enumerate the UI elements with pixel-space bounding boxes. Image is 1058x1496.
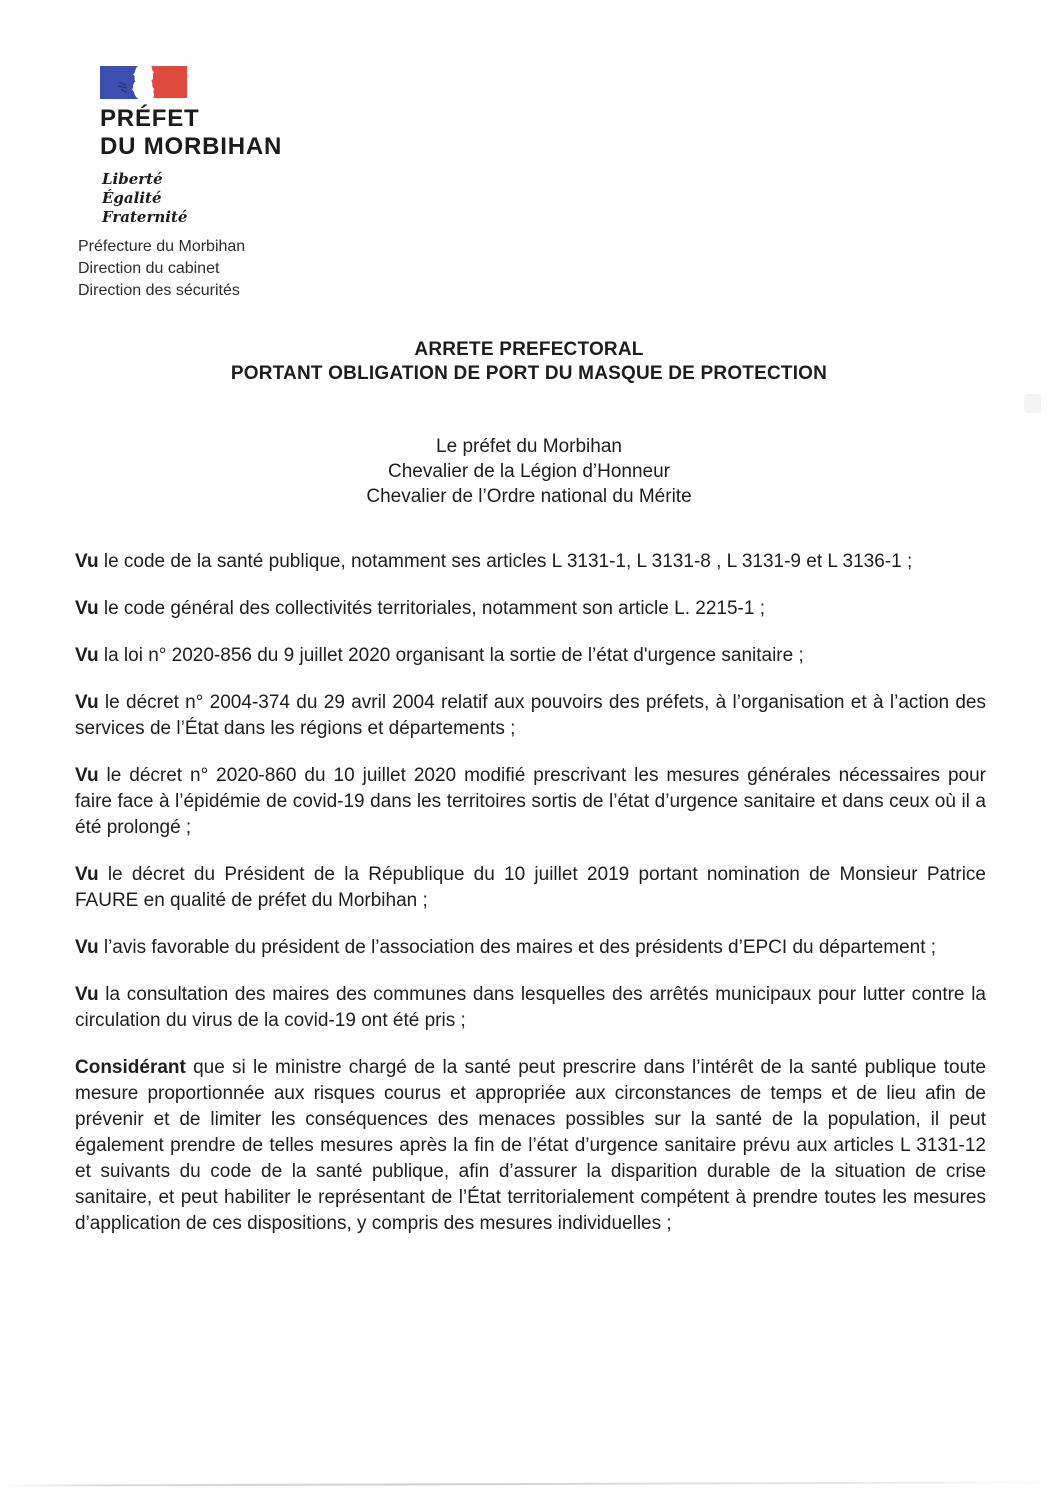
paragraph-text: la consultation des maires des communes dans lesquelles des arrêtés municipaux pour lutter contre la circulation du virus de la covid-19 ont été pris ; [75,984,986,1031]
decree-paragraph-vu-1 [75,549,986,575]
issuer-line1: Le préfet du Morbihan [436,436,622,457]
decree-paragraph-vu-6 [75,862,986,914]
brand-line1: PRÉFET [100,105,200,132]
paragraph-text: le code général des collectivités territoriales, notamment son article L. 2215-1 ; [98,598,765,619]
prefecture-brand [100,105,282,161]
paragraph-lead: Vu [75,864,99,885]
paragraph-text: le code de la santé publique, notamment ses articles L 3131-1, L 3131-8 , L 3131-9 et L 3136-1 ; [98,551,913,572]
decree-paragraph-vu-8 [75,982,986,1034]
paragraph-lead: Vu [75,551,99,572]
paragraph-text: le décret n° 2004-374 du 29 avril 2004 relatif aux pouvoirs des préfets, à l’organisation et à l’action des services de l’État dans les régions et départements ; [75,692,986,739]
issuing-service-block [78,236,245,302]
paragraph-lead: Vu [75,598,99,619]
scan-edge-artifact [0,1481,1058,1486]
title-line2: PORTANT OBLIGATION DE PORT DU MASQUE DE PROTECTION [230,363,828,384]
paragraph-lead: Considérant [75,1057,186,1078]
republique-francaise-marianne-logo [100,66,188,99]
decree-paragraph-vu-7 [75,935,986,961]
paragraph-text: la loi n° 2020-856 du 9 juillet 2020 organisant la sortie de l’état d'urgence sanitaire ; [98,645,804,666]
issuer-designation [0,434,1058,509]
decree-paragraph-vu-2 [75,596,986,622]
motto-egalite: Égalité [102,189,162,207]
issuer-line3: Chevalier de l’Ordre national du Mérite [366,486,692,507]
service-line-securites: Direction des sécurités [78,282,240,299]
service-line-prefecture: Préfecture du Morbihan [78,238,246,255]
motto-fraternite: Fraternité [102,208,188,226]
paragraph-lead: Vu [75,692,99,713]
decree-paragraph-vu-4 [75,690,986,742]
paragraph-text: le décret n° 2020-860 du 10 juillet 2020 modifié prescrivant les mesures générales nécessaires pour faire face à l’épidémie de covid-19 dans les territoires sortis de l’état d’urgence sanitaire et dans ceux où il a été prolongé ; [75,765,986,838]
letterhead [100,66,282,227]
paragraph-text: que si le ministre chargé de la santé peut prescrire dans l’intérêt de la santé publique toute mesure proportionnée aux risques courus et appropriée aux circonstances de temps et de lieu afin de prévenir et de limiter les conséquences des menaces possibles sur la santé de la population, il peut également prendre de telles mesures après la fin de l’état d’urgence sanitaire prévu aux articles L 3131-12 et suivants du code de la santé publique, afin d’assurer la disparition durable de la situation de crise sanitaire, et peut habiliter le représentant de l’État territorialement compétent à prendre toutes les mesures d’application de ces dispositions, y compris des mesures individuelles ; [75,1057,986,1234]
decree-body [75,549,986,1258]
paragraph-text: l’avis favorable du président de l’association des maires et des présidents d’EPCI du département ; [98,937,937,958]
decree-paragraph-vu-5 [75,763,986,841]
decree-paragraph-vu-3 [75,643,986,669]
republic-motto [102,170,282,227]
issuer-line2: Chevalier de la Légion d’Honneur [387,461,671,482]
brand-line2: DU MORBIHAN [100,133,283,160]
decree-paragraph-considerant [75,1055,986,1237]
title-line1: ARRETE PREFECTORAL [414,339,644,360]
paragraph-lead: Vu [75,765,99,786]
document-title [0,338,1058,386]
paragraph-lead: Vu [75,645,99,666]
motto-liberte: Liberté [102,170,163,188]
paragraph-lead: Vu [75,984,99,1005]
paragraph-lead: Vu [75,937,99,958]
scan-smudge-artifact [1024,394,1041,413]
paragraph-text: le décret du Président de la République du 10 juillet 2019 portant nomination de Monsieur Patrice FAURE en qualité de préfet du Morbihan ; [75,864,986,911]
service-line-cabinet: Direction du cabinet [78,260,220,277]
